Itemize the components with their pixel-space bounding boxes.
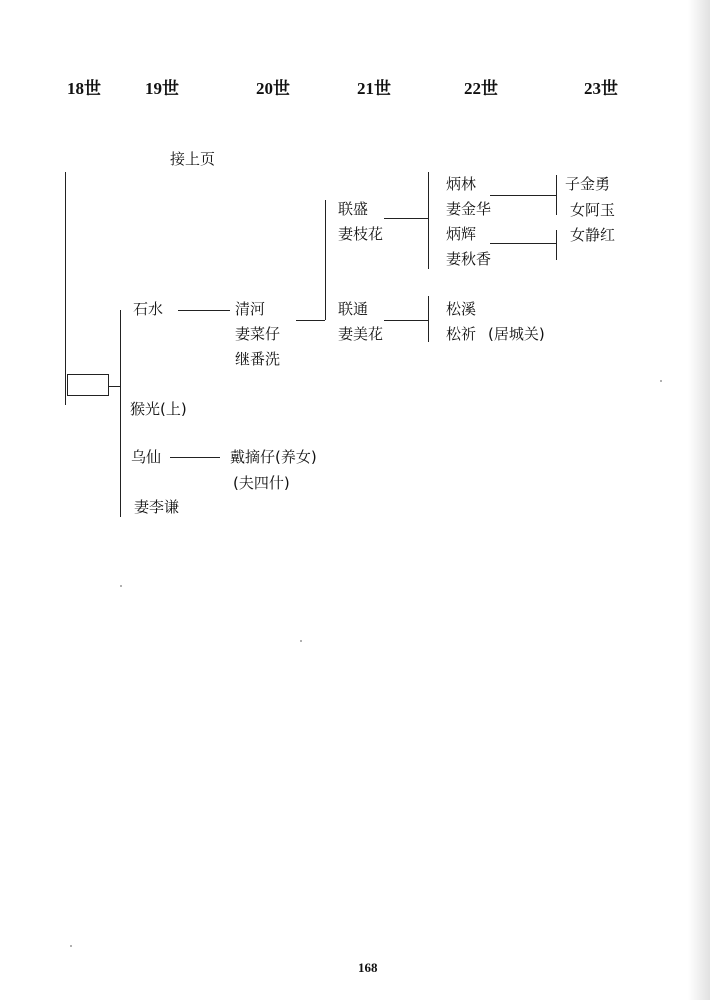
person-liansheng: 联盛 bbox=[338, 200, 369, 218]
person-qinghe-wife: 妻菜仔 bbox=[235, 325, 281, 343]
person-qinghe: 清河 bbox=[235, 300, 266, 318]
line-gen18-trunk bbox=[65, 172, 66, 405]
person-wuxian: 乌仙 bbox=[131, 448, 162, 466]
blank-name-box bbox=[67, 374, 109, 396]
generation-18-header: 18世 bbox=[67, 79, 101, 98]
person-songqi: 松祈 bbox=[446, 325, 477, 343]
scan-edge-shadow bbox=[688, 0, 710, 1000]
line-qinghe-to-21 bbox=[296, 320, 325, 321]
generation-21-header: 21世 bbox=[357, 79, 391, 98]
line-liansheng-children bbox=[384, 218, 428, 219]
person-ziyong: 子金勇 bbox=[565, 175, 611, 193]
line-hui-children bbox=[490, 243, 556, 244]
line-liansheng-children-trunk bbox=[428, 172, 429, 269]
person-hui: 炳辉 bbox=[446, 225, 477, 243]
generation-23-header: 23世 bbox=[584, 79, 618, 98]
person-nvyu: 女阿玉 bbox=[570, 201, 616, 219]
person-hui-wife: 妻秋香 bbox=[446, 250, 492, 268]
continued-note: 接上页 bbox=[170, 150, 216, 168]
scan-speck bbox=[300, 640, 302, 642]
person-houguang: 猴光(上) bbox=[130, 400, 187, 418]
line-liantong-children bbox=[384, 320, 428, 321]
generation-22-header: 22世 bbox=[464, 79, 498, 98]
person-daizhai-note: (夫四什) bbox=[233, 474, 290, 492]
person-songxi: 松溪 bbox=[446, 300, 477, 318]
person-nvhong: 女静红 bbox=[570, 226, 616, 244]
scan-speck bbox=[120, 585, 122, 587]
person-qinghe-second-wife: 继番洗 bbox=[235, 350, 281, 368]
person-daizhai: 戴摘仔(养女) bbox=[230, 448, 317, 466]
line-gen19-trunk bbox=[120, 310, 121, 517]
line-lin-children-trunk bbox=[556, 175, 557, 215]
scan-speck bbox=[660, 380, 662, 382]
page-number: 168 bbox=[358, 960, 378, 975]
person-shishui: 石水 bbox=[133, 300, 164, 318]
line-gen21-trunk bbox=[325, 200, 326, 320]
person-lin: 炳林 bbox=[446, 175, 477, 193]
line-wuxian-daizhai bbox=[170, 457, 220, 458]
person-liansheng-wife: 妻枝花 bbox=[338, 225, 384, 243]
line-shishui-qinghe bbox=[178, 310, 230, 311]
person-lin-wife: 妻金华 bbox=[446, 200, 492, 218]
scan-speck bbox=[70, 945, 72, 947]
generation-20-header: 20世 bbox=[256, 79, 290, 98]
person-liantong-wife: 妻美花 bbox=[338, 325, 384, 343]
person-songqi-note: (居城关) bbox=[488, 325, 545, 343]
generation-19-header: 19世 bbox=[145, 79, 179, 98]
line-lin-children bbox=[490, 195, 556, 196]
person-wuxian-wife: 妻李谦 bbox=[134, 498, 180, 516]
line-hui-children-trunk bbox=[556, 230, 557, 260]
line-liantong-children-trunk bbox=[428, 296, 429, 342]
person-liantong: 联通 bbox=[338, 300, 369, 318]
